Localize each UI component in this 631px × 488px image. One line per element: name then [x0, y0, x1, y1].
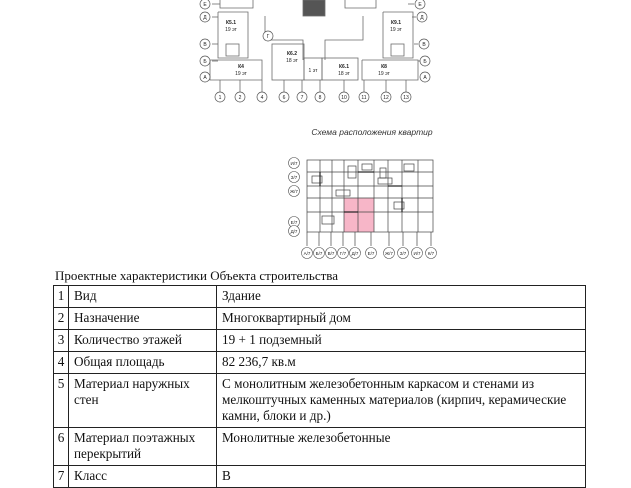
- axis-label: 7: [300, 95, 304, 101]
- axis-label: З/7: [290, 175, 298, 180]
- axis-label: 12: [383, 95, 389, 101]
- axis-label: Б: [203, 59, 207, 65]
- axis-label: И/7: [413, 251, 421, 256]
- unit-code: К8: [381, 64, 387, 70]
- row-number: 7: [54, 466, 69, 488]
- axis-label: Е: [203, 2, 207, 8]
- table-row: [54, 352, 586, 374]
- axis-label: Ж/7: [290, 189, 298, 194]
- axis-label: З/7: [399, 251, 407, 256]
- axis-label: Б: [423, 59, 427, 65]
- axis-label: 6: [282, 95, 286, 101]
- unit-floors: 19 эт: [390, 27, 402, 33]
- axis-label: 11: [361, 95, 367, 101]
- row-value: Здание: [217, 286, 586, 308]
- table-row: [54, 330, 586, 352]
- table-row: [54, 286, 586, 308]
- axis-label: Д: [420, 15, 424, 21]
- axis-label: И/7: [290, 161, 298, 166]
- scheme-title: Схема расположения квартир: [311, 127, 433, 137]
- unit-floors: 19 эт: [235, 71, 247, 77]
- row-name: Вид: [69, 286, 217, 308]
- axis-label: Д: [203, 15, 207, 21]
- unit-floors: 19 эт: [378, 71, 390, 77]
- axis-label: Ж/7: [385, 251, 393, 256]
- axis-label: А/7: [303, 251, 311, 256]
- row-value: В: [217, 466, 586, 488]
- apartment-scheme: [289, 158, 437, 259]
- axis-label: 13: [403, 95, 409, 101]
- row-number: 6: [54, 428, 69, 466]
- axis-label: Е/7: [290, 220, 298, 225]
- axis-label: К/7: [427, 251, 435, 256]
- table-row: [54, 308, 586, 330]
- unit-floors: 19 эт: [225, 27, 237, 33]
- row-name: Количество этажей: [69, 330, 217, 352]
- row-value: С монолитным железобетонным каркасом и стенами из мелкоштучных каменных материалов (кирпич, керамические камни, блоки и др.): [217, 374, 586, 428]
- row-name: Общая площадь: [69, 352, 217, 374]
- axis-label: 2: [238, 95, 242, 101]
- highlighted-apartment: [344, 198, 374, 232]
- axis-label: Е: [418, 2, 422, 8]
- unit-code: К6.1: [338, 64, 350, 70]
- unit-floors: 18 эт: [338, 71, 350, 77]
- axis-label: 8: [318, 95, 322, 101]
- row-value: 82 236,7 кв.м: [217, 352, 586, 374]
- table-row: [54, 428, 586, 466]
- row-name: Назначение: [69, 308, 217, 330]
- axis-label: А: [203, 75, 207, 81]
- row-name: Класс: [69, 466, 217, 488]
- row-value: Монолитные железобетонные: [217, 428, 586, 466]
- unit-code: К5.1: [225, 20, 237, 26]
- row-number: 3: [54, 330, 69, 352]
- characteristics-title: Проектные характеристики Объекта строительства: [55, 268, 339, 283]
- row-number: 5: [54, 374, 69, 428]
- unit-code: К6.2: [286, 51, 298, 57]
- characteristics-table: [53, 285, 586, 488]
- table-row: [54, 374, 586, 428]
- axis-label: Д/7: [351, 251, 359, 256]
- row-value: Многоквартирный дом: [217, 308, 586, 330]
- unit-floors: 18 эт: [286, 58, 298, 64]
- axis-label: Б/7: [315, 251, 323, 256]
- axis-label: В: [422, 42, 426, 48]
- unit-code: К9.1: [390, 20, 402, 26]
- row-name: Материал поэтажных перекрытий: [69, 428, 217, 466]
- axis-label: В/7: [327, 251, 335, 256]
- axis-label: 10: [341, 95, 347, 101]
- row-value: 19 + 1 подземный: [217, 330, 586, 352]
- row-number: 4: [54, 352, 69, 374]
- axis-label: Г: [266, 34, 270, 40]
- table-row: [54, 466, 586, 488]
- axis-label: Д/7: [290, 229, 298, 234]
- unit-code: 1 эт: [308, 68, 318, 74]
- row-name: Материал наружных стен: [69, 374, 217, 428]
- axis-label: Е/7: [367, 251, 375, 256]
- row-number: 1: [54, 286, 69, 308]
- axis-label: 1: [218, 95, 222, 101]
- axis-label: В: [203, 42, 207, 48]
- row-number: 2: [54, 308, 69, 330]
- axis-label: Г/7: [339, 251, 347, 256]
- unit-code: К4: [238, 64, 244, 70]
- axis-label: 4: [260, 95, 264, 101]
- axis-label: А: [423, 75, 427, 81]
